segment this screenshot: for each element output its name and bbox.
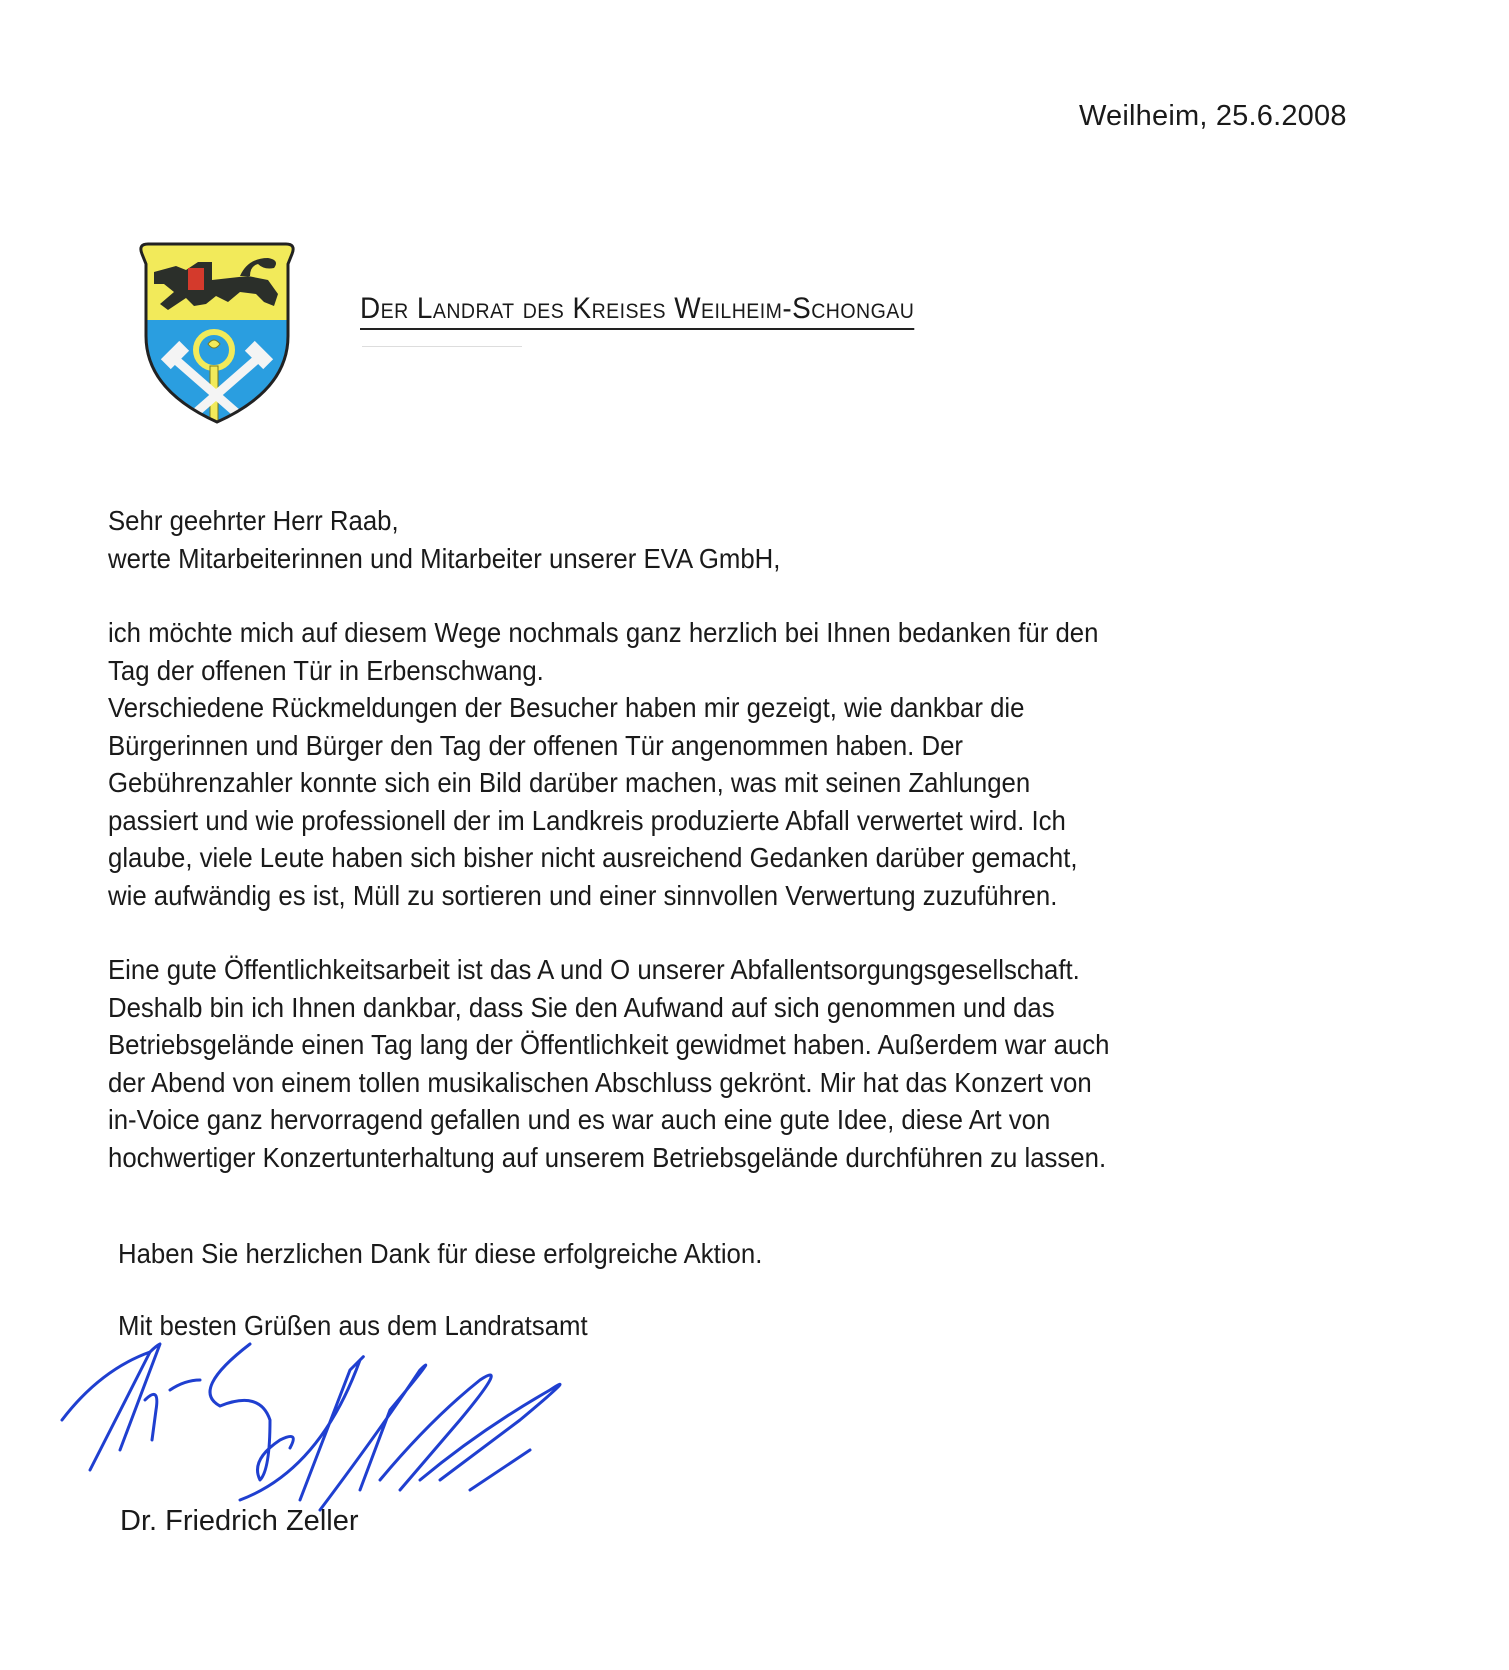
text-line: Betriebsgelände einen Tag lang der Öffentlichkeit gewidmet haben. Außerdem war auch (108, 1029, 1110, 1060)
text-line: ich möchte mich auf diesem Wege nochmals ganz herzlich bei Ihnen bedanken für den (108, 617, 1099, 648)
lion-face (188, 268, 204, 290)
text-line: in-Voice ganz hervorragend gefallen und es war auch eine gute Idee, diese Art von (108, 1104, 1051, 1135)
text-line: Gebührenzahler konnte sich ein Bild darüber machen, was mit seinen Zahlungen (108, 767, 1031, 798)
greeting: Mit besten Grüßen aus dem Landratsamt (118, 1310, 588, 1341)
paragraph-2 (108, 951, 1313, 1176)
salutation-line: Sehr geehrter Herr Raab, (108, 505, 399, 536)
letter-body (108, 502, 1313, 1176)
text-line: passiert und wie professionell der im Landkreis produzierte Abfall verwertet wird. Ich (108, 804, 1066, 836)
text-line: der Abend von einem tollen musikalischen Abschluss gekrönt. Mir hat das Konzert von (108, 1066, 1092, 1098)
text-line: hochwertiger Konzertunterhaltung auf unserem Betriebsgelände durchführen zu lassen. (108, 1141, 1107, 1173)
text-line: Tag der offenen Tür in Erbenschwang. (108, 654, 544, 686)
text-line: Bürgerinnen und Bürger den Tag der offenen Tür angenommen haben. Der (108, 729, 963, 761)
letterhead-title: Der Landrat des Kreises Weilheim-Schongau (360, 292, 914, 330)
signer-name: Dr. Friedrich Zeller (120, 1505, 359, 1537)
coat-of-arms-icon (128, 240, 306, 426)
text-line: glaube, viele Leute haben sich bisher nicht ausreichend Gedanken darüber gemacht, (108, 842, 1078, 873)
paragraph-1 (108, 614, 1313, 914)
divider (362, 346, 522, 347)
text-line: Deshalb bin ich Ihnen dankbar, dass Sie den Aufwand auf sich genommen und das (108, 991, 1055, 1023)
text-line: Verschiedene Rückmeldungen der Besucher haben mir gezeigt, wie dankbar die (108, 692, 1025, 723)
closing-line: Haben Sie herzlichen Dank für diese erfolgreiche Aktion. (118, 1238, 763, 1269)
signature-icon (60, 1330, 660, 1530)
text-line: Eine gute Öffentlichkeitsarbeit ist das A und O unserer Abfallentsorgungsgesellschaft. (108, 954, 1080, 985)
place-date: Weilheim, 25.6.2008 (1079, 100, 1347, 132)
salutation-line: werte Mitarbeiterinnen und Mitarbeiter unserer EVA GmbH, (108, 542, 781, 574)
text-line: wie aufwändig es ist, Müll zu sortieren und einer sinnvollen Verwertung zuzuführen. (108, 879, 1058, 911)
